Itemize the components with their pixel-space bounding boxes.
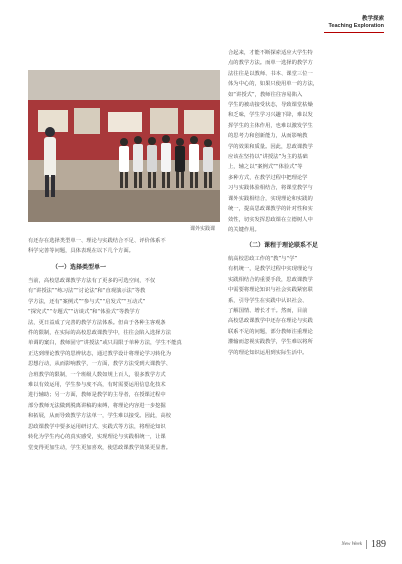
text-line: 上，辅之以“案例式”“体验式”等 (228, 164, 303, 171)
text-line: 统一，提高思政课教学的针对性和实 (228, 206, 313, 213)
text-line: 思政课教学中要多运用研讨式、实践式等方法，将理论知识 (28, 423, 166, 430)
text-line: 学生的被动接受状态，导致课堂枯燥 (228, 102, 313, 109)
text-line: “探究式”“专题式”“访谈式”和“体验式”等教学方 (28, 309, 141, 316)
text-line: 有还存在选择类型单一、理论与实践结合不足、评价体系不 (28, 238, 166, 244)
text-line: 学方法，还有“案例式”“参与式”“启发式”“互动式” (28, 298, 146, 305)
text-line: 当前，高校思政课教学方法有了更多的可选空间，不仅 (28, 278, 156, 284)
text-line: 高校思政课教学中还存在理论与实践 (228, 318, 313, 325)
text-line: 合班教学的限制，一个班级人数如规上百人，很多教学方式 (28, 371, 166, 378)
text-line: 的关键作用。 (228, 226, 260, 233)
text-line: 应该在坚持以“讲授法”为主的基础 (228, 154, 308, 161)
header-divider (324, 32, 384, 33)
text-line: 正达到理论教学的思辨状态，通过教学设计将理论学习转化为 (28, 350, 172, 357)
text-line: 的思考力和创新能力，从而影响教 (228, 133, 308, 140)
text-line: 多种方式，在教学过程中把理论学 (228, 174, 308, 181)
page-footer (341, 539, 386, 550)
left-section1-body (28, 276, 210, 453)
text-line: 部分教师无法做到脱离讲稿的束缚，将理论内容进一步挖掘 (28, 402, 166, 409)
text-line: 件的限制，在实际的高校思政课教学中，往往会陷入选择方法 (28, 330, 172, 337)
text-line: 效性，切实发挥思政课在立德树人中 (228, 216, 313, 223)
footer-divider (366, 540, 367, 549)
classroom-photo (28, 70, 220, 222)
text-line: 和乏味，学生学习兴趣下降，难以发 (228, 112, 313, 119)
text-line: 联系不足的问题，部分教师注重理论 (228, 328, 313, 335)
text-line: 点的教学方法。而单一选择的教学方 (228, 60, 313, 67)
text-line: 航高校思政工作的“教”与“学” (228, 256, 298, 262)
magazine-name: New Week (341, 542, 362, 547)
text-line: 学的效果和质量。因此，思政课教学 (228, 143, 313, 150)
text-line: 有“讲授法”“练习法”“讨论法”和“直观演示法”等教 (28, 288, 146, 295)
right-paragraph-a (228, 48, 380, 235)
text-line: 挥学生的主体作用，也难以激发学生 (228, 122, 313, 129)
page-number: 189 (371, 539, 386, 550)
exhibition-scene-image (28, 70, 220, 222)
text-line: 堂变得更加生动，学生更加喜欢，使思政课教学效果更显著。 (28, 444, 172, 451)
text-line: 思想行动，从而影响教学，一方面，教学方法受到大课教学、 (28, 361, 172, 368)
right-section2-body (228, 254, 380, 358)
text-line: 实践相结合的重要手段，思政课教学 (228, 276, 313, 283)
section-heading-2: （二）课程于理论联系不足 (246, 242, 319, 249)
text-line: 体为中心的，如果只使用单一的方法， (228, 81, 319, 88)
section-heading-1: （一）选择类型单一 (52, 264, 107, 271)
text-line: 法，更日益成了完善的教学方法体系。但由于各种主客观条 (28, 319, 166, 326)
text-line: 灌输而忽视实践教学，学生难以将所 (228, 339, 313, 346)
text-line: 法往往是以教师、书本、课堂三位一 (228, 70, 313, 77)
header-title-zh: 教学探索 (361, 16, 384, 22)
text-line: 习与实践体验相结合，将课堂教学与 (228, 185, 313, 192)
text-line: 难以有效运用，学生参与度不高，有时需要运用信息化技术 (28, 382, 166, 389)
text-line: 了解国情、增长才干。然而，目前 (228, 308, 308, 315)
text-line: 系，引导学生在实践中认识社会、 (228, 297, 308, 304)
text-line: 中需要将理论知识与社会实践紧密联 (228, 287, 313, 294)
section-header (328, 16, 384, 30)
text-line: 转化为学生内心的真实感受，实现理论与实践相统一，让课 (28, 434, 166, 441)
text-line: 单调的窠臼，教师固守“讲授法”或只局限于单种方法，学生不能真 (28, 340, 182, 347)
header-title-en: Teaching Exploration (328, 23, 384, 29)
text-line: 科学完善等问题，具体表现在以下几个方面。 (28, 248, 134, 255)
text-line: 如“讲授式”，教师往往容易陷入 (228, 91, 303, 98)
text-line: 进行辅助；另一方面，教师是教学的主导者，在授课过程中 (28, 392, 166, 399)
photo-caption: 课外实践课 (190, 226, 216, 232)
text-line: 学的理论知识运用到实际生活中。 (228, 349, 308, 356)
text-line: 和拓展，从而导致教学方法单一，学生难以接受。因此，高校 (28, 413, 172, 420)
text-line: 有机统一，是教学过程中实现理论与 (228, 266, 313, 273)
text-line: 合起来，才能不断探索适应大学生特 (228, 50, 313, 56)
text-line: 课外实践相结合，实现理论和实践的 (228, 195, 313, 202)
left-intro-paragraph (28, 236, 210, 257)
